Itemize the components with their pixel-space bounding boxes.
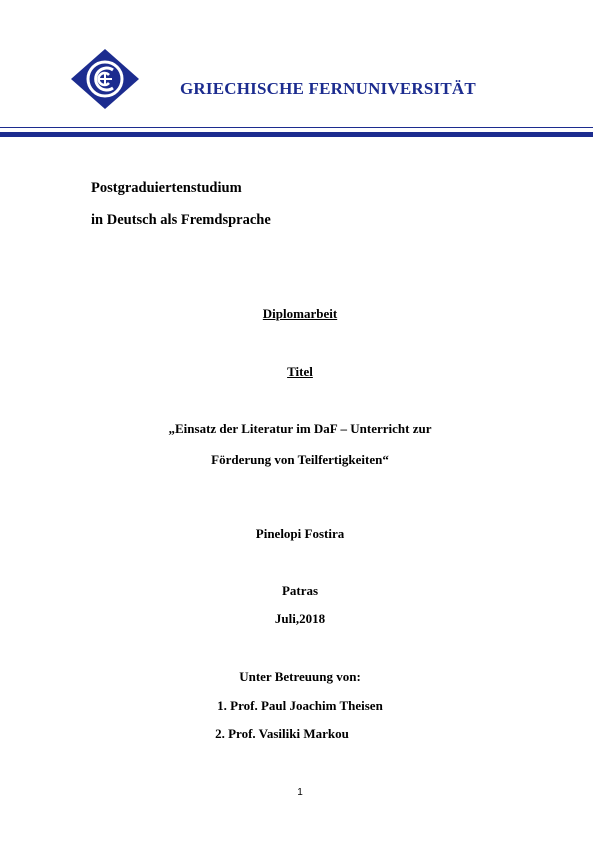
thesis-title-line-1: „Einsatz der Literatur im DaF – Unterricht zur: [168, 421, 432, 436]
document-type-label: Diplomarbeit: [262, 306, 338, 321]
page-number: 1: [297, 787, 303, 798]
author-name: Pinelopi Fostira: [255, 526, 345, 541]
program-line-2: in Deutsch als Fremdsprache: [91, 212, 271, 228]
supervision-heading: Unter Betreuung von:: [239, 669, 361, 684]
thesis-title-line-2: Förderung von Teilfertigkeiten“: [211, 452, 389, 467]
header-rule-thin: [0, 127, 593, 128]
title-label: Titel: [287, 364, 313, 379]
program-line-1: Postgraduiertenstudium: [91, 180, 242, 196]
header-rule-thick: [0, 132, 593, 137]
place: Patras: [281, 583, 319, 598]
university-emblem-icon: [70, 48, 140, 110]
supervisor-1: 1. Prof. Paul Joachim Theisen: [217, 698, 383, 713]
supervisor-2: 2. Prof. Vasiliki Markou: [215, 726, 349, 741]
date: Juli,2018: [274, 611, 326, 626]
university-name: GRIECHISCHE FERNUNIVERSITÄT: [180, 79, 476, 98]
